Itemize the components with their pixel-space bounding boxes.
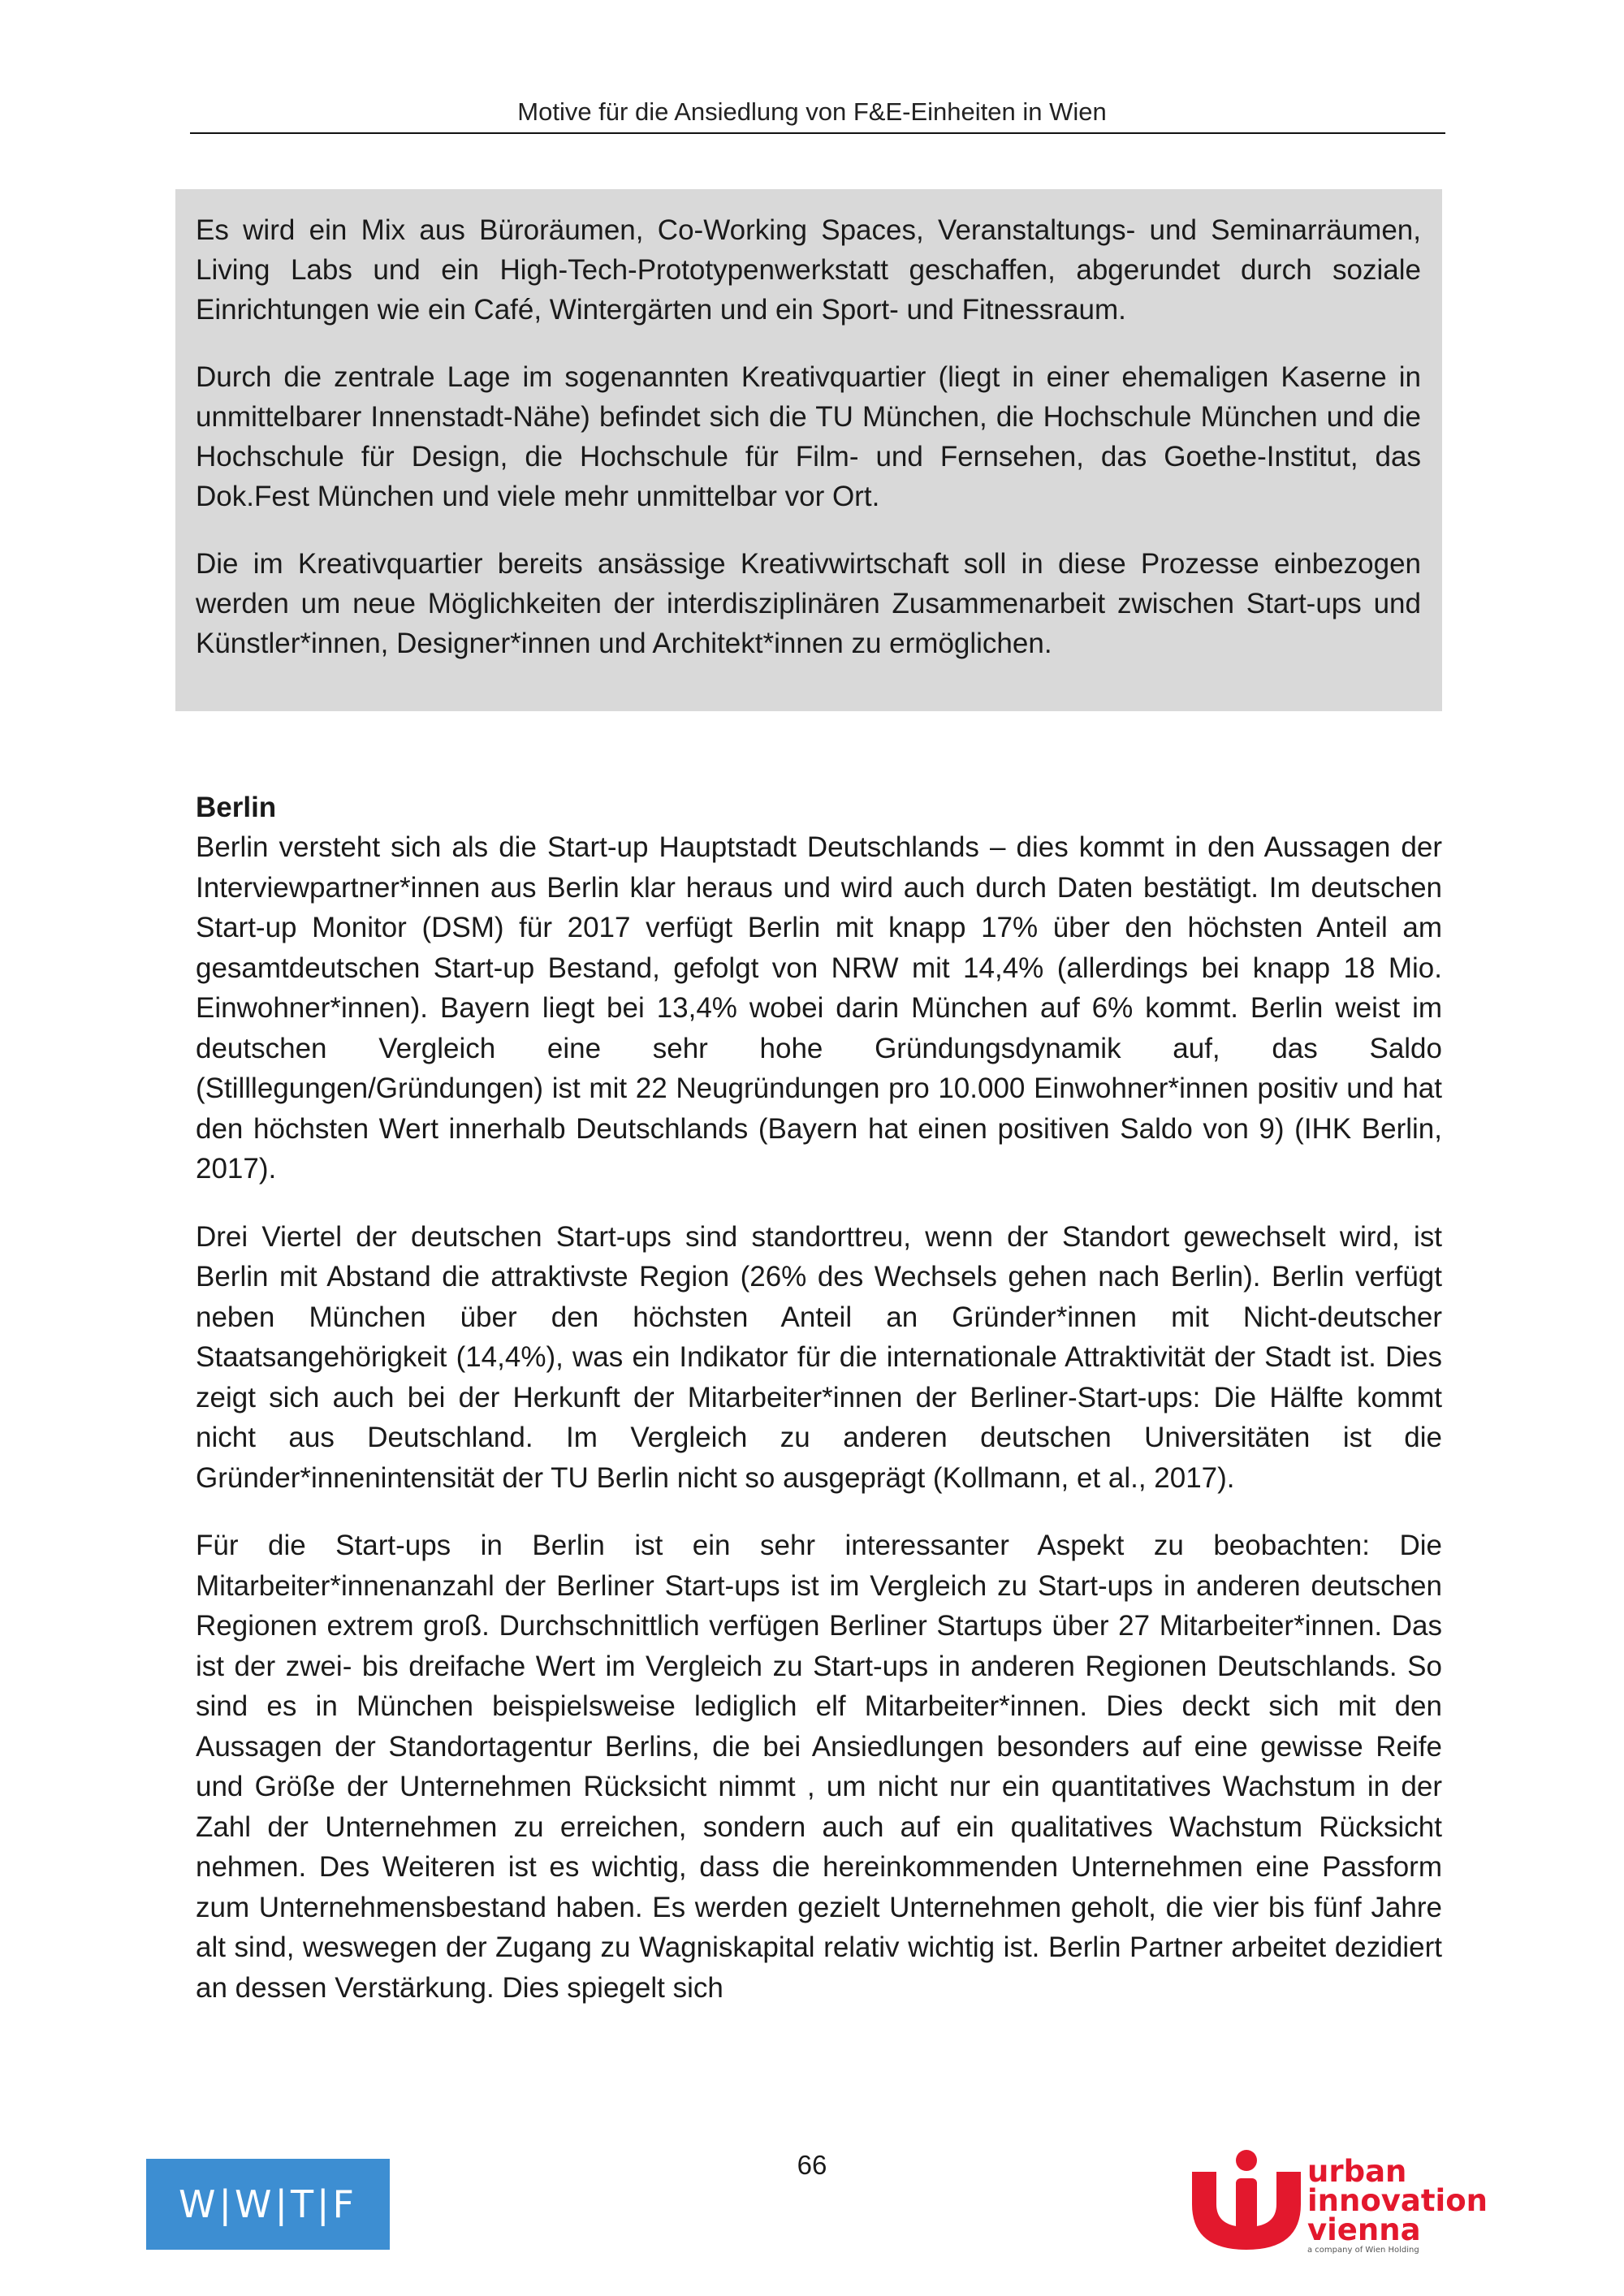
- uiv-line-innovation: innovation: [1307, 2183, 1488, 2218]
- uiv-subline: a company of Wien Holding: [1307, 2246, 1419, 2255]
- berlin-section: [196, 788, 1442, 2035]
- box-paragraph-2: Durch die zentrale Lage im sogenannten Kreativquartier (liegt in einer ehemaligen Kaserne in unmittelbarer Innenstadt-Nähe) befindet sich die TU München, die Hochschule München und die Hochschule für Design, die Hochschule für Film- und Fernsehen, das Goethe-Institut, das Dok.Fest München und viele mehr unmittelbar vor Ort.: [196, 361, 1421, 512]
- uiv-wordmark: [1307, 2154, 1488, 2256]
- wwtf-logo: [146, 2159, 390, 2250]
- section-paragraph-3: Für die Start-ups in Berlin ist ein sehr interessanter Aspekt zu beobachten: Die Mitarbeiter*innenanzahl der Berliner Start-ups ist im Vergleich zu Start-ups in anderen deutschen Regionen extrem groß. Durchschnittlich verfügen Berliner Startups über 27 Mitarbeiter*innen. Das ist der zwei- bis dreifache Wert im Vergleich zu Start-ups in anderen Regionen Deutschlands. So sind es in München beispielsweise lediglich elf Mitarbeiter*innen. Dies deckt sich mit den Aussagen der Standortagentur Berlins, die bei Ansiedlungen besonders auf eine gewisse Reife und Größe der Unternehmen Rücksicht nimmt , um nicht nur ein quantitatives Wachstum in der Zahl der Unternehmen zu erreichen, sondern auch auf ein qualitatives Wachstum Rücksicht nehmen. Des Weiteren ist es wichtig, dass die hereinkommenden Unternehmen eine Passform zum Unternehmensbestand haben. Es werden gezielt Unternehmen geholt, die vier bis fünf Jahre alt sind, weswegen der Zugang zu Wagniskapital relativ wichtig ist. Berlin Partner arbeitet dezidiert an dessen Verstärkung. Dies spiegelt sich: [196, 1530, 1442, 2004]
- running-header: Motive für die Ansiedlung von F&E-Einheiten in Wien: [517, 97, 1107, 126]
- uiv-line-urban: urban: [1307, 2154, 1407, 2189]
- box-paragraph-1: Es wird ein Mix aus Büroräumen, Co-Working Spaces, Veranstaltungs- und Seminarräumen, Living Labs und ein High-Tech-Prototypenwerkstatt geschaffen, abgerundet durch soziale Einrichtungen wie ein Café, Wintergärten und ein Sport- und Fitnessraum.: [196, 214, 1421, 326]
- uiv-u-mark-icon: [1186, 2147, 1307, 2255]
- box-paragraph-3: Die im Kreativquartier bereits ansässige Kreativwirtschaft soll in diese Prozesse einbezogen werden um neue Möglichkeiten der interdisziplinären Zusammenarbeit zwischen Start-ups und Künstler*innen, Designer*innen und Architekt*innen zu ermöglichen.: [196, 548, 1421, 659]
- page-number: 66: [797, 2150, 827, 2180]
- section-paragraph-1: Berlin versteht sich als die Start-up Hauptstadt Deutschlands – dies kommt in den Aussagen der Interviewpartner*innen aus Berlin klar heraus und wird auch durch Daten bestätigt. Im deutschen Start-up Monitor (DSM) für 2017 verfügt Berlin mit knapp 17% über den höchsten Anteil am gesamtdeutschen Start-up Bestand, gefolgt von NRW mit 14,4% (allerdings bei knapp 18 Mio. Einwohner*innen). Bayern liegt bei 13,4% wobei darin München auf 6% kommt. Berlin weist im deutschen Vergleich eine sehr hohe Gründungsdynamik auf, das Saldo (Stilllegungen/Gründungen) ist mit 22 Neugründungen pro 10.000 Einwohner*innen positiv und hat den höchsten Wert innerhalb Deutschlands (Bayern hat einen positiven Saldo von 9) (IHK Berlin, 2017).: [196, 831, 1442, 1185]
- section-heading: Berlin: [196, 792, 277, 823]
- wwtf-logo-text: W|W|T|F: [178, 2182, 358, 2226]
- header-rule: [190, 132, 1445, 134]
- urban-innovation-vienna-logo: [1186, 2147, 1494, 2269]
- section-paragraph-2: Drei Viertel der deutschen Start-ups sind standorttreu, wenn der Standort gewechselt wird, ist Berlin mit Abstand die attraktivste Region (26% des Wechsels gehen nach Berlin). Berlin verfügt neben München über den höchsten Anteil an Gründer*innen mit Nicht-deutscher Staatsangehörigkeit (14,4%), was ein Indikator für die internationale Attraktivität der Stadt ist. Dies zeigt sich auch bei der Herkunft der Mitarbeiter*innen der Berliner-Start-ups: Die Hälfte kommt nicht aus Deutschland. Im Vergleich zu anderen deutschen Universitäten ist die Gründer*innenintensität der TU Berlin nicht so ausgeprägt (Kollmann, et al., 2017).: [196, 1220, 1442, 1494]
- uiv-line-vienna: vienna: [1307, 2212, 1421, 2247]
- highlight-box: [175, 189, 1442, 711]
